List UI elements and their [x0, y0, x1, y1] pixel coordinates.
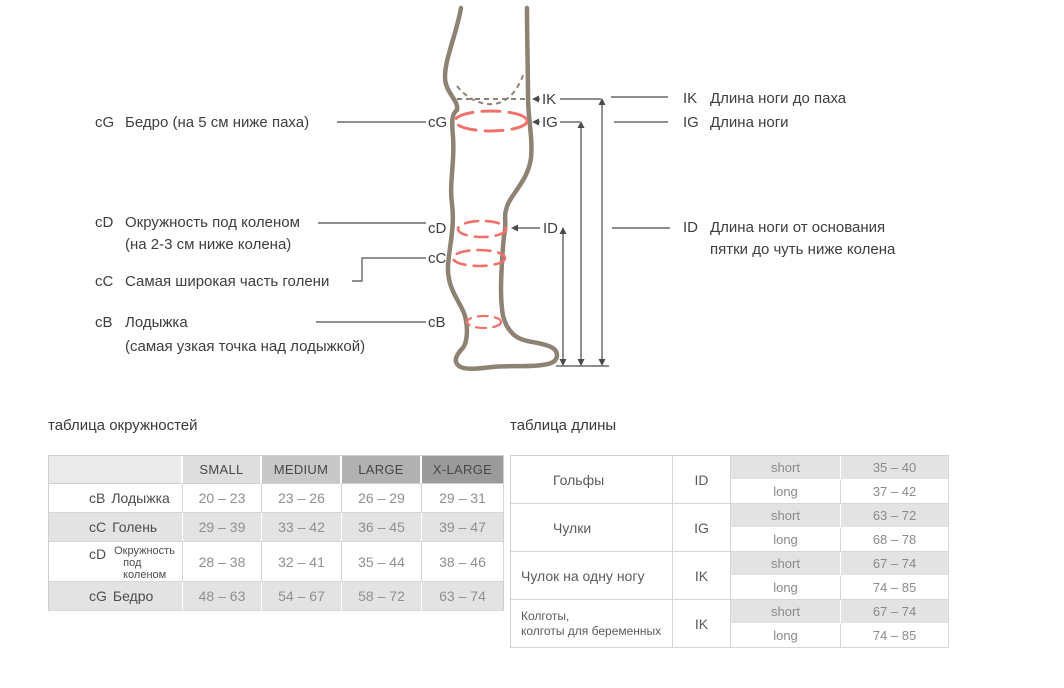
measure-code-cell: ID — [673, 456, 731, 504]
cG-measure-ellipse — [455, 111, 527, 131]
range-cell: 36 – 45 — [342, 513, 422, 542]
range-cell: 37 – 42 — [841, 480, 949, 504]
range-cell: 63 – 72 — [841, 504, 949, 528]
range-cell: 35 – 44 — [342, 542, 422, 582]
annotation-cG-text: Бедро (на 5 см ниже паха) — [125, 114, 310, 131]
table-row-cC — [49, 513, 504, 542]
variant-cell: long — [731, 624, 841, 648]
table-row-chulok-short — [511, 552, 949, 576]
size-column-medium: MEDIUM — [262, 456, 342, 484]
leg-label-cD: cD — [428, 220, 447, 237]
cB-measure-ellipse — [467, 316, 501, 328]
row-label: cD Окружность под коленом — [49, 542, 183, 582]
measure-code-cell: IK — [673, 552, 731, 600]
size-column-small: SMALL — [183, 456, 262, 484]
annotation-cD-note: (на 2-3 см ниже колена) — [125, 236, 292, 253]
annotation-IK-text: Длина ноги до паха — [710, 90, 847, 107]
range-cell: 67 – 74 — [841, 552, 949, 576]
variant-cell: long — [731, 576, 841, 600]
range-cell: 48 – 63 — [183, 582, 262, 611]
annotation-cC-code: cC — [95, 273, 114, 290]
range-cell: 23 – 26 — [262, 484, 342, 513]
table-row-cG — [49, 582, 504, 611]
variant-cell: short — [731, 600, 841, 624]
range-cell: 58 – 72 — [342, 582, 422, 611]
product-cell: Колготы, колготы для беременных — [511, 600, 673, 648]
table-row-chulki-short — [511, 504, 949, 528]
circumference-table — [48, 455, 504, 611]
measure-code-cell: IK — [673, 600, 731, 648]
range-cell: 29 – 39 — [183, 513, 262, 542]
range-cell: 32 – 41 — [262, 542, 342, 582]
annotation-IG-text: Длина ноги — [710, 114, 789, 131]
table-row-kolgoty-short — [511, 600, 949, 624]
length-table — [510, 455, 949, 648]
annotation-cB-text: Лодыжка — [125, 314, 188, 331]
range-cell: 63 – 74 — [422, 582, 504, 611]
annotation-cB-code: cB — [95, 314, 113, 331]
row-label: cB Лодыжка — [49, 484, 183, 513]
length-table-title: таблица длины — [510, 417, 617, 434]
dimension-lines — [513, 97, 670, 366]
annotation-IK-code: IK — [683, 90, 698, 107]
variant-cell: long — [731, 480, 841, 504]
range-cell: 26 – 29 — [342, 484, 422, 513]
annotation-ID-note: пятки до чуть ниже колена — [710, 241, 896, 258]
annotation-cG — [95, 114, 309, 131]
range-cell: 29 – 31 — [422, 484, 504, 513]
range-cell: 67 – 74 — [841, 600, 949, 624]
table-row-cD — [49, 542, 504, 582]
arrowheads — [511, 96, 606, 367]
cC-measure-ellipse — [453, 250, 505, 266]
range-cell: 54 – 67 — [262, 582, 342, 611]
product-cell: Чулок на одну ногу — [511, 552, 673, 600]
size-column-xlarge: X-LARGE — [422, 456, 504, 484]
annotation-cD — [95, 214, 300, 231]
arrow-label-ID: ID — [543, 220, 558, 237]
annotation-cC-text: Самая широкая часть голени — [125, 273, 330, 290]
annotation-cB-note: (самая узкая точка над лодыжкой) — [125, 338, 366, 355]
product-cell: Чулки — [511, 504, 673, 552]
range-cell: 74 – 85 — [841, 576, 949, 600]
annotation-cC — [95, 273, 329, 290]
annotation-ID-code: ID — [683, 219, 698, 236]
annotation-IG — [683, 114, 789, 131]
range-cell: 38 – 46 — [422, 542, 504, 582]
leg-label-cB: cB — [428, 314, 446, 331]
annotation-IK — [683, 90, 846, 107]
range-cell: 39 – 47 — [422, 513, 504, 542]
leg-label-cC: cC — [428, 250, 447, 267]
range-cell: 28 – 38 — [183, 542, 262, 582]
corner-cell — [49, 456, 183, 484]
range-cell: 74 – 85 — [841, 624, 949, 648]
annotation-cD-code: cD — [95, 214, 114, 231]
row-label: cC Голень — [49, 513, 183, 542]
annotation-ID-text: Длина ноги от основания — [710, 219, 886, 236]
leg-outline — [445, 8, 557, 369]
row-label: cG Бедро — [49, 582, 183, 611]
arrow-label-IK: IK — [542, 91, 557, 108]
size-column-large: LARGE — [342, 456, 422, 484]
range-cell: 33 – 42 — [262, 513, 342, 542]
variant-cell: short — [731, 504, 841, 528]
leader-lines — [316, 122, 426, 322]
range-cell: 35 – 40 — [841, 456, 949, 480]
annotation-cD-text: Окружность под коленом — [125, 214, 300, 231]
variant-cell: long — [731, 528, 841, 552]
range-cell: 68 – 78 — [841, 528, 949, 552]
measure-code-cell: IG — [673, 504, 731, 552]
annotation-cG-code: cG — [95, 114, 115, 131]
arrow-label-IG: IG — [542, 114, 558, 131]
circumference-table-title: таблица окружностей — [48, 417, 198, 434]
variant-cell: short — [731, 456, 841, 480]
cD-measure-ellipse — [458, 221, 506, 237]
size-header-row — [49, 456, 504, 484]
table-row-golfy-short — [511, 456, 949, 480]
product-cell: Гольфы — [511, 456, 673, 504]
annotation-IG-code: IG — [683, 114, 699, 131]
annotation-cB — [95, 314, 188, 331]
annotation-ID — [683, 219, 885, 236]
leg-label-cG: cG — [428, 114, 448, 131]
table-row-cB — [49, 484, 504, 513]
range-cell: 20 – 23 — [183, 484, 262, 513]
variant-cell: short — [731, 552, 841, 576]
